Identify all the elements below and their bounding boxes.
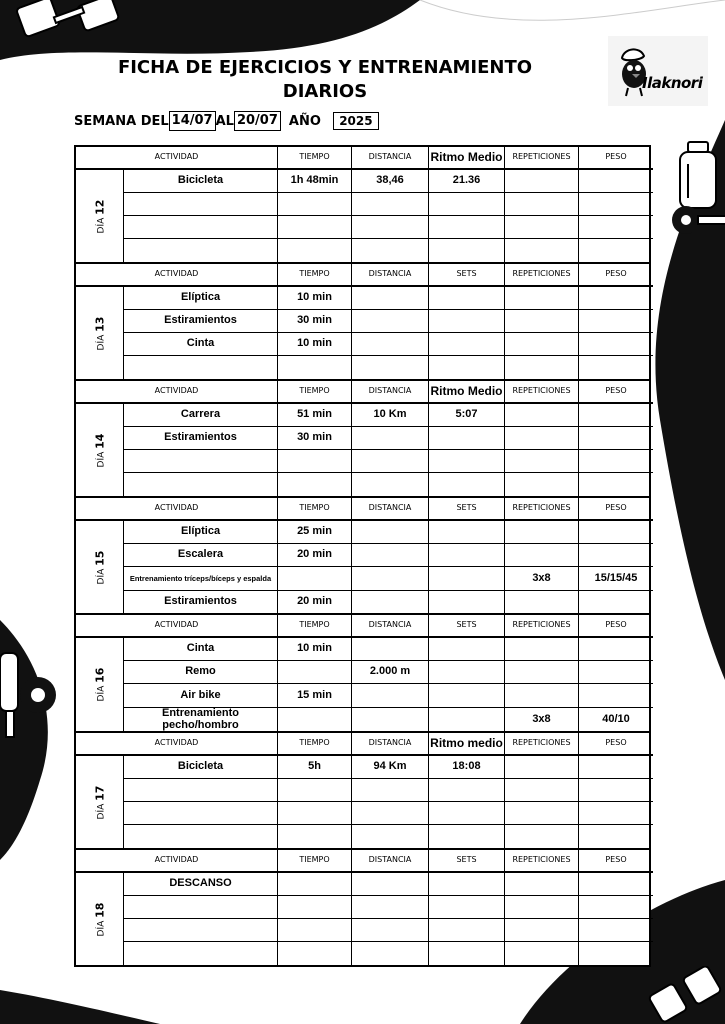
column-header: REPETICIONES: [505, 264, 579, 287]
weight-cell[interactable]: [579, 287, 653, 310]
column-header: DISTANCIA: [352, 147, 429, 170]
distance-cell[interactable]: [352, 450, 429, 473]
time-cell[interactable]: [278, 661, 352, 684]
weight-cell[interactable]: [579, 404, 653, 427]
day-block: [76, 733, 649, 850]
distance-cell[interactable]: [352, 638, 429, 661]
distance-cell[interactable]: 38,46: [352, 170, 429, 193]
sets-cell[interactable]: [429, 473, 505, 496]
distance-cell[interactable]: [352, 544, 429, 567]
day-label-text: [93, 316, 106, 350]
activity-cell[interactable]: [124, 216, 278, 239]
year-field[interactable]: 2025: [333, 112, 379, 130]
sets-cell[interactable]: [429, 638, 505, 661]
column-header: REPETICIONES: [505, 147, 579, 170]
day-prefix: DÍA: [96, 803, 106, 819]
distance-cell[interactable]: [352, 873, 429, 896]
weight-cell[interactable]: [579, 873, 653, 896]
weight-cell[interactable]: [579, 591, 653, 613]
time-cell[interactable]: 5h: [278, 756, 352, 779]
time-cell[interactable]: 30 min: [278, 427, 352, 450]
time-cell[interactable]: 20 min: [278, 591, 352, 613]
brand-name: Ilaknori: [642, 74, 703, 92]
distance-cell[interactable]: [352, 825, 429, 848]
weight-cell[interactable]: [579, 193, 653, 216]
column-header: TIEMPO: [278, 850, 352, 873]
distance-cell[interactable]: [352, 333, 429, 356]
column-header-activity: ACTIVIDAD: [76, 498, 278, 521]
year-label: AÑO: [288, 113, 321, 129]
weight-cell[interactable]: [579, 170, 653, 193]
distance-cell[interactable]: [352, 708, 429, 731]
time-cell[interactable]: [278, 873, 352, 896]
distance-cell[interactable]: [352, 239, 429, 262]
repetitions-cell[interactable]: [505, 544, 579, 567]
weight-cell[interactable]: [579, 216, 653, 239]
repetitions-cell[interactable]: [505, 802, 579, 825]
repetitions-cell[interactable]: [505, 942, 579, 965]
day-block: [76, 381, 649, 498]
sets-cell[interactable]: [429, 287, 505, 310]
column-header: TIEMPO: [278, 264, 352, 287]
kettlebell-icon: [668, 140, 725, 240]
day-block: [76, 615, 649, 733]
time-cell[interactable]: 25 min: [278, 521, 352, 544]
column-header: SETS: [429, 615, 505, 638]
column-header-activity: ACTIVIDAD: [76, 381, 278, 404]
weight-cell[interactable]: [579, 473, 653, 496]
column-header: DISTANCIA: [352, 264, 429, 287]
column-header: TIEMPO: [278, 498, 352, 521]
day-block: [76, 850, 649, 965]
activity-cell[interactable]: DESCANSO: [124, 873, 278, 896]
activity-cell[interactable]: [124, 919, 278, 942]
activity-cell[interactable]: [124, 802, 278, 825]
column-header: DISTANCIA: [352, 850, 429, 873]
day-label: [76, 170, 124, 262]
activity-cell[interactable]: Cinta: [124, 638, 278, 661]
weight-cell[interactable]: 40/10: [602, 712, 630, 725]
column-header: DISTANCIA: [352, 733, 429, 756]
distance-cell[interactable]: [352, 591, 429, 613]
column-header: PESO: [579, 733, 653, 756]
activity-cell[interactable]: Entrenamiento pecho/hombro: [124, 708, 278, 731]
sets-cell[interactable]: [429, 521, 505, 544]
time-cell[interactable]: [278, 919, 352, 942]
activity-cell[interactable]: Bicicleta: [124, 756, 278, 779]
weight-cell[interactable]: [579, 310, 653, 333]
sets-cell[interactable]: [429, 544, 505, 567]
day-prefix: DÍA: [96, 217, 106, 233]
day-label: [76, 404, 124, 496]
day-label: [76, 873, 124, 965]
distance-cell[interactable]: 10 Km: [352, 404, 429, 427]
sets-cell[interactable]: [429, 661, 505, 684]
sets-cell[interactable]: [429, 825, 505, 848]
sets-cell[interactable]: [429, 427, 505, 450]
page-title: FICHA DE EJERCICIOS Y ENTRENAMIENTO DIARIOS: [117, 57, 533, 102]
week-range: [74, 110, 379, 132]
sets-cell[interactable]: 5:07: [429, 404, 505, 427]
day-label-text: [93, 433, 106, 467]
activity-cell[interactable]: Estiramientos: [124, 591, 278, 613]
day-prefix: DÍA: [96, 685, 106, 702]
sets-cell[interactable]: [429, 239, 505, 262]
day-block: [76, 498, 649, 615]
column-header: SETS: [429, 850, 505, 873]
sets-cell[interactable]: [429, 310, 505, 333]
day-label: [76, 756, 124, 848]
activity-cell[interactable]: Cinta: [124, 333, 278, 356]
weight-cell[interactable]: [579, 684, 653, 708]
column-header: PESO: [579, 147, 653, 170]
day-prefix: DÍA: [96, 334, 106, 350]
column-header: DISTANCIA: [352, 498, 429, 521]
sets-cell[interactable]: [429, 802, 505, 825]
repetitions-cell[interactable]: [505, 216, 579, 239]
dumbbell-icon: [648, 966, 725, 1024]
column-header: REPETICIONES: [505, 850, 579, 873]
time-cell[interactable]: [278, 942, 352, 965]
repetitions-cell[interactable]: [505, 825, 579, 848]
column-header: REPETICIONES: [505, 733, 579, 756]
repetitions-cell[interactable]: [505, 756, 579, 779]
day-label-text: [93, 199, 106, 233]
time-cell[interactable]: [278, 779, 352, 802]
repetitions-cell[interactable]: [505, 287, 579, 310]
column-header-activity: ACTIVIDAD: [76, 615, 278, 638]
day-label: [76, 521, 124, 613]
column-header: REPETICIONES: [505, 615, 579, 638]
time-cell[interactable]: [278, 567, 352, 591]
sets-cell[interactable]: [429, 450, 505, 473]
day-number: 13: [93, 316, 106, 332]
activity-cell[interactable]: Air bike: [124, 684, 278, 708]
column-header: TIEMPO: [278, 733, 352, 756]
sets-cell[interactable]: [429, 684, 505, 708]
time-cell[interactable]: [278, 825, 352, 848]
time-cell[interactable]: [278, 356, 352, 379]
week-label: SEMANA DEL: [74, 113, 169, 129]
day-prefix: DÍA: [96, 920, 106, 936]
time-cell[interactable]: [278, 450, 352, 473]
day-number: 15: [93, 550, 106, 566]
weight-cell[interactable]: [579, 356, 653, 379]
column-header: Ritmo Medio: [429, 381, 505, 404]
sets-cell[interactable]: [429, 873, 505, 896]
sets-cell[interactable]: [429, 591, 505, 613]
repetitions-cell[interactable]: [505, 356, 579, 379]
activity-cell[interactable]: Elíptica: [124, 287, 278, 310]
column-header: PESO: [579, 615, 653, 638]
repetitions-cell[interactable]: [505, 919, 579, 942]
column-header-activity: ACTIVIDAD: [76, 147, 278, 170]
repetitions-cell[interactable]: [505, 896, 579, 919]
repetitions-cell[interactable]: [505, 521, 579, 544]
distance-cell[interactable]: [352, 193, 429, 216]
time-cell[interactable]: 10 min: [278, 638, 352, 661]
column-header: Ritmo medio: [429, 733, 505, 756]
repetitions-cell[interactable]: [505, 661, 579, 684]
repetitions-cell[interactable]: [505, 638, 579, 661]
column-header: PESO: [579, 381, 653, 404]
time-cell[interactable]: [278, 473, 352, 496]
repetitions-cell[interactable]: [505, 684, 579, 708]
sets-cell[interactable]: [429, 896, 505, 919]
day-prefix: DÍA: [96, 568, 106, 584]
weight-cell[interactable]: [579, 239, 653, 262]
column-header: TIEMPO: [278, 615, 352, 638]
column-header: PESO: [579, 850, 653, 873]
day-label: [76, 287, 124, 379]
weight-cell[interactable]: [579, 450, 653, 473]
repetitions-cell[interactable]: [505, 450, 579, 473]
weight-cell[interactable]: [579, 825, 653, 848]
dumbbell-icon: [10, 0, 130, 44]
day-number: 14: [93, 433, 106, 449]
distance-cell[interactable]: [352, 427, 429, 450]
activity-cell[interactable]: [124, 896, 278, 919]
sets-cell[interactable]: [429, 333, 505, 356]
weight-cell[interactable]: [579, 427, 653, 450]
day-block: [76, 264, 649, 381]
distance-cell[interactable]: [352, 473, 429, 496]
repetitions-cell[interactable]: [505, 404, 579, 427]
time-cell[interactable]: [278, 193, 352, 216]
week-mid-label: AL: [215, 113, 234, 129]
column-header-activity: ACTIVIDAD: [76, 733, 278, 756]
repetitions-cell[interactable]: [505, 193, 579, 216]
distance-cell[interactable]: [352, 216, 429, 239]
day-label-text: [93, 902, 106, 936]
sets-cell[interactable]: [429, 919, 505, 942]
weight-cell[interactable]: 15/15/45: [579, 567, 653, 591]
column-header: SETS: [429, 264, 505, 287]
time-cell[interactable]: 20 min: [278, 544, 352, 567]
day-prefix: DÍA: [96, 451, 106, 467]
activity-cell[interactable]: Elíptica: [124, 521, 278, 544]
sets-cell[interactable]: [429, 779, 505, 802]
column-header: PESO: [579, 498, 653, 521]
repetitions-cell[interactable]: 3x8: [505, 567, 579, 591]
distance-cell[interactable]: [352, 802, 429, 825]
weight-cell[interactable]: [579, 544, 653, 567]
column-header: REPETICIONES: [505, 381, 579, 404]
sets-cell[interactable]: [429, 942, 505, 965]
weight-cell[interactable]: [579, 942, 653, 965]
weight-cell[interactable]: [579, 661, 653, 684]
distance-cell[interactable]: [352, 356, 429, 379]
column-header: TIEMPO: [278, 147, 352, 170]
activity-cell[interactable]: Carrera: [124, 404, 278, 427]
repetitions-cell[interactable]: [505, 873, 579, 896]
barbell-plate-icon: [0, 645, 60, 745]
day-label-text: [93, 785, 106, 819]
distance-cell[interactable]: [352, 942, 429, 965]
training-sheet: [74, 145, 651, 967]
time-cell[interactable]: 10 min: [278, 287, 352, 310]
distance-cell[interactable]: [352, 779, 429, 802]
time-cell[interactable]: [278, 216, 352, 239]
weight-cell[interactable]: [579, 756, 653, 779]
activity-cell[interactable]: Remo: [124, 661, 278, 684]
distance-cell[interactable]: [352, 310, 429, 333]
weight-cell[interactable]: [579, 919, 653, 942]
activity-cell[interactable]: [124, 473, 278, 496]
activity-cell[interactable]: Estiramientos: [124, 427, 278, 450]
time-cell[interactable]: 30 min: [278, 310, 352, 333]
activity-cell[interactable]: Estiramientos: [124, 310, 278, 333]
repetitions-cell[interactable]: [505, 333, 579, 356]
distance-cell[interactable]: [352, 567, 429, 591]
column-header: PESO: [579, 264, 653, 287]
day-number: 18: [93, 902, 106, 918]
column-header: REPETICIONES: [505, 498, 579, 521]
time-cell[interactable]: 51 min: [278, 404, 352, 427]
time-cell[interactable]: 15 min: [278, 684, 352, 708]
activity-cell[interactable]: Bicicleta: [124, 170, 278, 193]
activity-cell[interactable]: [124, 193, 278, 216]
distance-cell[interactable]: [352, 896, 429, 919]
day-label-text: [93, 668, 106, 702]
sets-cell[interactable]: 21.36: [429, 170, 505, 193]
time-cell[interactable]: [278, 708, 352, 731]
time-cell[interactable]: [278, 802, 352, 825]
sets-cell[interactable]: [429, 216, 505, 239]
repetitions-cell[interactable]: [505, 473, 579, 496]
time-cell[interactable]: 10 min: [278, 333, 352, 356]
column-header: DISTANCIA: [352, 381, 429, 404]
distance-cell[interactable]: [352, 684, 429, 708]
distance-cell[interactable]: 94 Km: [352, 756, 429, 779]
activity-cell[interactable]: [124, 779, 278, 802]
day-number: 12: [93, 199, 106, 215]
day-label: [76, 638, 124, 731]
repetitions-cell[interactable]: [505, 310, 579, 333]
column-header: DISTANCIA: [352, 615, 429, 638]
sets-cell[interactable]: [429, 356, 505, 379]
weight-cell[interactable]: [579, 638, 653, 661]
repetitions-cell[interactable]: [505, 427, 579, 450]
repetitions-cell[interactable]: [505, 591, 579, 613]
week-from-field[interactable]: 14/07: [169, 111, 216, 131]
week-to-field[interactable]: 20/07: [234, 111, 281, 131]
weight-cell[interactable]: [579, 521, 653, 544]
activity-cell[interactable]: [124, 450, 278, 473]
day-number: 16: [93, 667, 106, 683]
activity-cell[interactable]: [124, 239, 278, 262]
activity-cell[interactable]: [124, 825, 278, 848]
repetitions-cell[interactable]: [505, 779, 579, 802]
repetitions-cell[interactable]: [505, 239, 579, 262]
column-header-activity: ACTIVIDAD: [76, 264, 278, 287]
weight-cell[interactable]: [579, 896, 653, 919]
distance-cell[interactable]: 2.000 m: [352, 661, 429, 684]
column-header: TIEMPO: [278, 381, 352, 404]
day-label-text: [93, 550, 106, 584]
time-cell[interactable]: [278, 896, 352, 919]
time-cell[interactable]: 1h 48min: [278, 170, 352, 193]
column-header: SETS: [429, 498, 505, 521]
sets-cell[interactable]: [429, 708, 505, 731]
activity-cell[interactable]: Entrenamiento tríceps/bíceps y espalda: [124, 567, 278, 591]
column-header: Ritmo Medio: [429, 147, 505, 170]
repetitions-cell[interactable]: [505, 170, 579, 193]
activity-cell[interactable]: Escalera: [124, 544, 278, 567]
sets-cell[interactable]: 18:08: [429, 756, 505, 779]
brand-logo: [608, 36, 708, 106]
sets-cell[interactable]: [429, 567, 505, 591]
column-header-activity: ACTIVIDAD: [76, 850, 278, 873]
activity-cell[interactable]: [124, 356, 278, 379]
weight-cell[interactable]: [579, 333, 653, 356]
distance-cell[interactable]: [352, 919, 429, 942]
activity-cell[interactable]: [124, 942, 278, 965]
sets-cell[interactable]: [429, 193, 505, 216]
weight-cell[interactable]: [579, 802, 653, 825]
repetitions-cell[interactable]: 3x8: [505, 708, 579, 731]
time-cell[interactable]: [278, 239, 352, 262]
day-number: 17: [93, 785, 106, 801]
distance-cell[interactable]: [352, 287, 429, 310]
weight-cell[interactable]: [579, 779, 653, 802]
distance-cell[interactable]: [352, 521, 429, 544]
day-block: [76, 147, 649, 264]
